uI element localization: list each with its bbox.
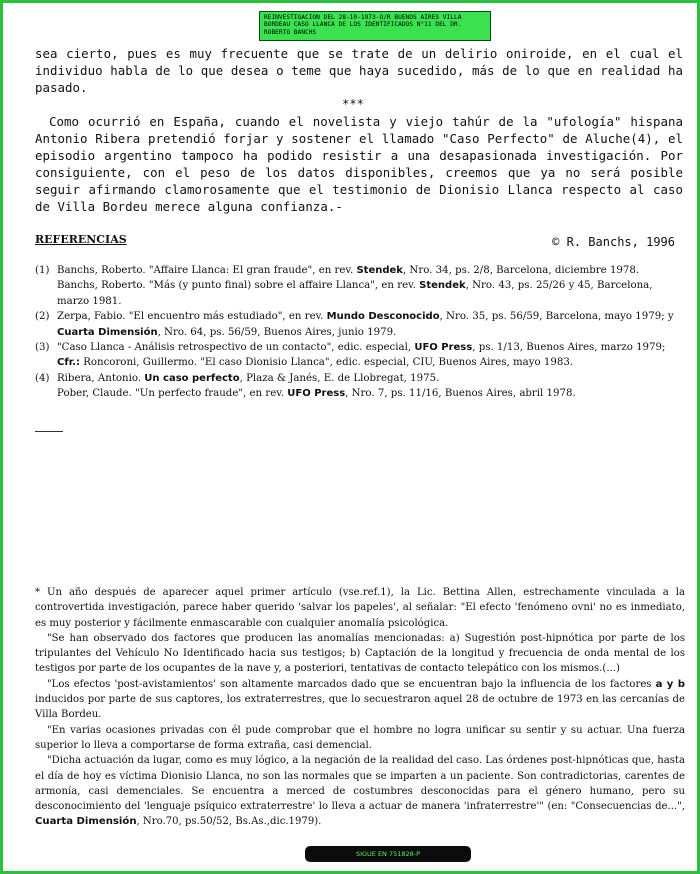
- reference-line: Pober, Claude. "Un perfecto fraude", en rev. UFO Press, Nro. 7, ps. 11/16, Buenos Aires, abril 1978.: [57, 388, 576, 400]
- footnote-paragraph: "En varias ocasiones privadas con él pude comprobar que el hombre no logra unificar su sentir y su actuar. Una fuerza superior lo lleva a comportarse de forma extraña, casi demencial.: [35, 724, 685, 751]
- section-separator: ***: [342, 97, 364, 111]
- reference-number: (2): [35, 311, 50, 323]
- continuation-stamp: SIGUE EN 751828-P: [305, 846, 471, 862]
- reference-item: [35, 340, 675, 371]
- reference-line: Banchs, Roberto. "Más (y punto final) sobre el affaire Llanca", en rev. Stendek, Nro. 43, ps. 25/26 y 45, Barcelona, marzo 1981.: [57, 280, 653, 307]
- reference-item: [35, 371, 675, 402]
- footnote-paragraph: "Dicha actuación da lugar, como es muy lógico, a la negación de la realidad del caso. Las órdenes post-hipnóticas que, hasta el día de hoy es víctima Dionisio Llanca, no son las normales que se imparten a un paciente. Son contradictorias, carentes de armonía, casi demenciales. Se encuentra a merced de costumbres desconocidas para el género humano, pero su desconocimiento del 'lenguaje psíquico extraterrestre' lo lleva a actuar de manera 'infraterrestre'" (en: "Consecuencias de...", Cuarta Dimensión, Nro.70, ps.50/52, Bs.As.,dic.1979).: [35, 755, 685, 828]
- references-list: [35, 263, 675, 402]
- footnote-paragraph: * Un año después de aparecer aquel primer artículo (vse.ref.1), la Lic. Bettina Allen, estrechamente vinculada a la controvertida investigación, parece haber querido 'salvar los papeles', al señalar: "El efecto 'fenómeno ovni' no es inmediato, es muy posterior y fácilmente enmascarable con cualquier anomalía psicológica.: [35, 587, 685, 629]
- reference-line: Zerpa, Fabio. "El encuentro más estudiado", en rev. Mundo Desconocido, Nro. 35, ps. 56/59, Barcelona, mayo 1979; y Cuarta Dimensión, Nro. 64, ps. 56/59, Buenos Aires, junio 1979.: [57, 311, 674, 338]
- header-stamp-line: REINVESTIGACION DEL 28-10-1973-O/R BUENOS AIRES VILLA: [264, 14, 462, 21]
- reference-line: Ribera, Antonio. Un caso perfecto, Plaza & Janés, E. de Llobregat, 1975.: [57, 372, 440, 384]
- reference-number: (4): [35, 372, 50, 384]
- body-paragraph-1: sea cierto, pues es muy frecuente que se trate de un delirio oniroide, en el cual el individuo habla de lo que desea o teme que haya sucedido, más de lo que en realidad ha pasado.: [35, 46, 683, 95]
- footnote-paragraph: "Se han observado dos factores que producen las anomalías mencionadas: a) Sugestión post-hipnótica por parte de los tripulantes del Vehículo No Identificado hacia sus testigos; b) Captación de la longitud y frecuencia de onda mental de los testigos por parte de los ocupantes de la nave y, a posteriori, tentativas de contacto telepático con los mismos.(...): [35, 632, 685, 675]
- author-signature: © R. Banchs, 1996: [552, 235, 675, 249]
- header-stamp-line: ROBERTO BANCHS: [264, 28, 317, 36]
- reference-number: (1): [35, 265, 50, 276]
- reference-item: [35, 263, 675, 309]
- header-stamp: [259, 11, 491, 41]
- reference-number: (3): [35, 342, 50, 354]
- header-stamp-line: BORDEAU CASO LLANCA DE LOS IDENTIFICADOS N°11 DEL DR.: [264, 21, 462, 29]
- body-paragraph-2: Como ocurrió en España, cuando el novelista y viejo tahúr de la "ufología" hispana Antonio Ribera pretendió forjar y sostener el llamado "Caso Perfecto" de Aluche(4), el episodio argentino tampoco ha podido resistir a una desapasionada investigación. Por consiguiente, con el peso de los datos disponibles, creemos que ya no será posible seguir afirmando clamorosamente que el testimonio de Dionisio Llanca respecto al caso de Villa Bordeu merece alguna confianza.-: [35, 114, 683, 214]
- reference-line: Banchs, Roberto. "Affaire Llanca: El gran fraude", en rev. Stendek, Nro. 34, ps. 2/8, Barcelona, diciembre 1978.: [57, 265, 640, 276]
- reference-line: "Caso Llanca - Análisis retrospectivo de un contacto", edic. especial, UFO Press, ps. 1/13, Buenos Aires, marzo 1979; Cfr.: Roncoroni, Guillermo. "El caso Dionisio Llanca", edic. especial, CIU, Buenos Aires, mayo 1983.: [57, 342, 666, 369]
- references-heading: REFERENCIAS: [35, 233, 127, 246]
- divider: [35, 431, 63, 432]
- footnote-paragraph: "Los efectos 'post-avistamientos' son altamente marcados dado que se encuentran bajo la influencia de los factores a y b inducidos por parte de sus captores, los extraterrestres, que lo secuestraron aquel 28 de octubre de 1973 en las cercanías de Villa Bordeu.: [35, 678, 685, 721]
- footnote: [35, 585, 685, 830]
- reference-item: [35, 309, 675, 340]
